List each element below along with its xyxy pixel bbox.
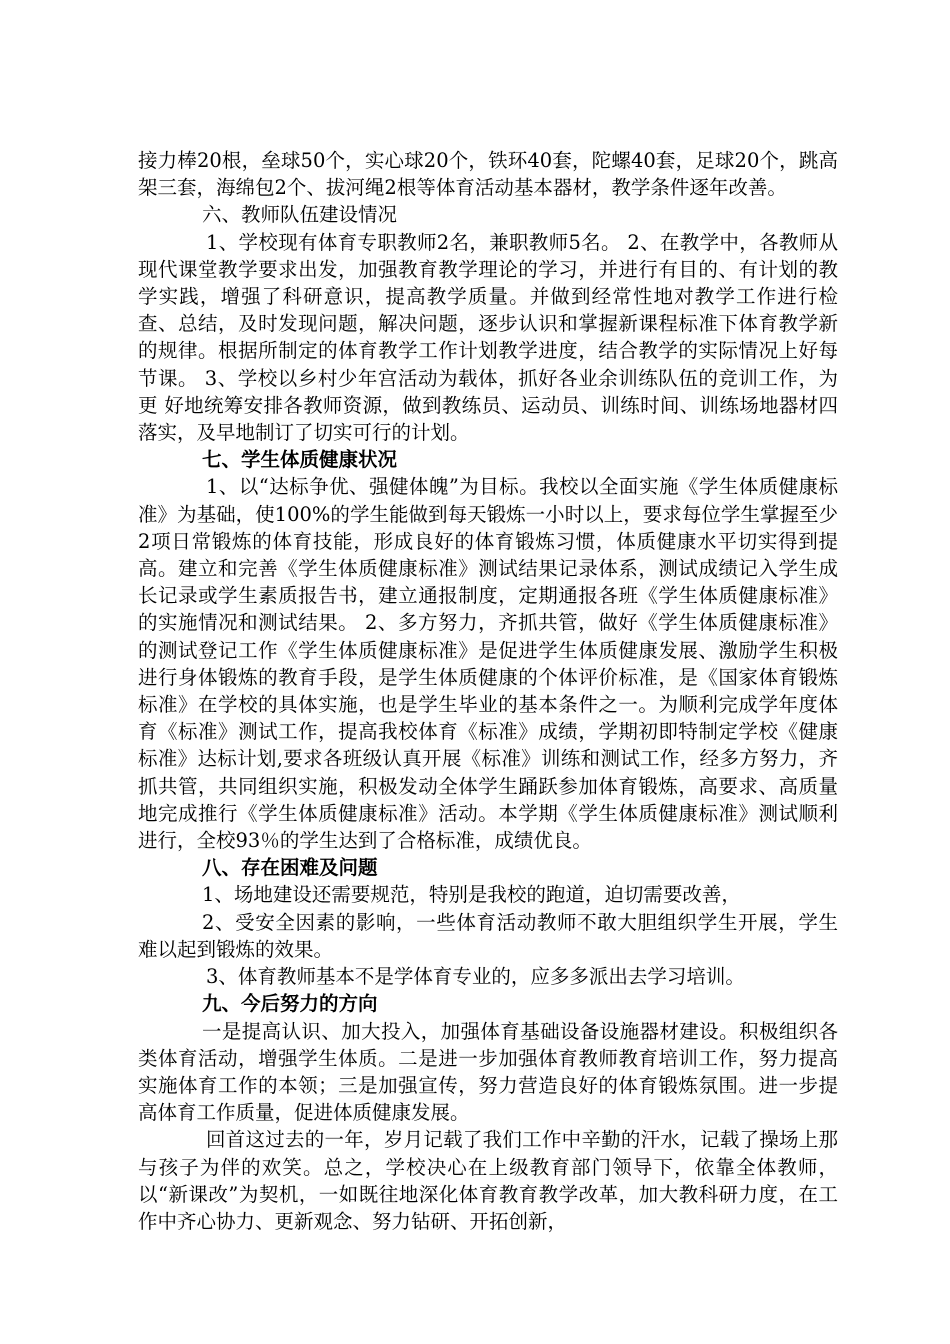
section-heading-difficulties: 八、存在困难及问题 bbox=[202, 856, 378, 880]
section-heading-teachers: 六、教师队伍建设情况 bbox=[202, 203, 398, 227]
future-paragraph: 一是提高认识、加大投入，加强体育基础设备设施器材建设。积极组织各类体育活动，增强学生体质。二是进一步加强体育教师教育培训工作，努力提高实施体育工作的本领；三是加强宣传，努力营造良好的体育锻炼氛围。进一步提高体育工作质量，促进体质健康发展。 bbox=[138, 1019, 838, 1125]
student-health-paragraph: 1、以“达标争优、强健体魄”为目标。我校以全面实施《学生体质健康标准》为基础，使100%的学生能做到每天锻炼一小时以上，要求每位学生掌握至少2项日常锻炼的体育技能，形成良好的体育锻炼习惯，体质健康水平切实得到提高。建立和完善《学生体质健康标准》测试结果记录体系，测试成绩记入学生成长记录或学生素质报告书，建立通报制度，定期通报各班《学生体质健康标准》的实施情况和测试结果。 2、多方努力，齐抓共管，做好《学生体质健康标准》的测试登记工作《学生体质健康标准》是促进学生体质健康发展、激励学生积极进行身体锻炼的教育手段，是学生体质健康的个体评价标准，是《国家体育锻炼标准》在学校的具体实施，也是学生毕业的基本条件之一。为顺利完成学年度体育《标准》测试工作，提高我校体育《标准》成绩，学期初即特制定学校《健康标准》达标计划,要求各班级认真开展《标准》训练和测试工作，经多方努力，齐抓共管，共同组织实施，积极发动全体学生踊跃参加体育锻炼，高要求、高质量地完成推行《学生体质健康标准》活动。本学期《学生体质健康标准》测试顺利进行，全校93％的学生达到了合格标准，成绩优良。 bbox=[138, 475, 838, 853]
difficulty-item-2: 2、受安全因素的影响，一些体育活动教师不敢大胆组织学生开展，学生难以起到锻炼的效果。 bbox=[138, 910, 838, 961]
section-heading-future: 九、今后努力的方向 bbox=[202, 992, 378, 1016]
document-body bbox=[138, 147, 838, 1235]
difficulty-item-1: 1、场地建设还需要规范，特别是我校的跑道，迫切需要改善， bbox=[202, 883, 741, 907]
teachers-paragraph: 1、学校现有体育专职教师2名，兼职教师5名。 2、在教学中，各教师从现代课堂教学要求出发，加强教育教学理论的学习，并进行有目的、有计划的教学实践，增强了科研意识，提高教学质量。并做到经常性地对教学工作进行检查、总结，及时发现问题，解决问题，逐步认识和掌握新课程标准下体育教学新的规律。根据所制定的体育教学工作计划教学进度，结合教学的实际情况上好每节课。 3、学校以乡村少年宫活动为载体，抓好各业余训练队伍的竞训工作，为更 好地统筹安排各教师资源，做到教练员、运动员、训练时间、训练场地器材四落实，及早地制订了切实可行的计划。 bbox=[138, 230, 838, 445]
difficulty-item-3: 3、体育教师基本不是学体育专业的，应多多派出去学习培训。 bbox=[206, 965, 745, 989]
section-heading-student-health: 七、学生体质健康状况 bbox=[202, 448, 398, 472]
equipment-paragraph: 接力棒20根，垒球50个，实心球20个，铁环40套，陀螺40套，足球20个，跳高架三套，海绵包2个、拔河绳2根等体育活动基本器材，教学条件逐年改善。 bbox=[138, 149, 838, 200]
conclusion-paragraph: 回首这过去的一年，岁月记载了我们工作中辛勤的汗水，记载了操场上那与孩子为伴的欢笑。总之，学校决心在上级教育部门领导下，依靠全体教师，以“新课改”为契机，一如既往地深化体育教育教学改革，加大教科研力度，在工作中齐心协力、更新观念、努力钻研、开拓创新， bbox=[138, 1128, 838, 1233]
